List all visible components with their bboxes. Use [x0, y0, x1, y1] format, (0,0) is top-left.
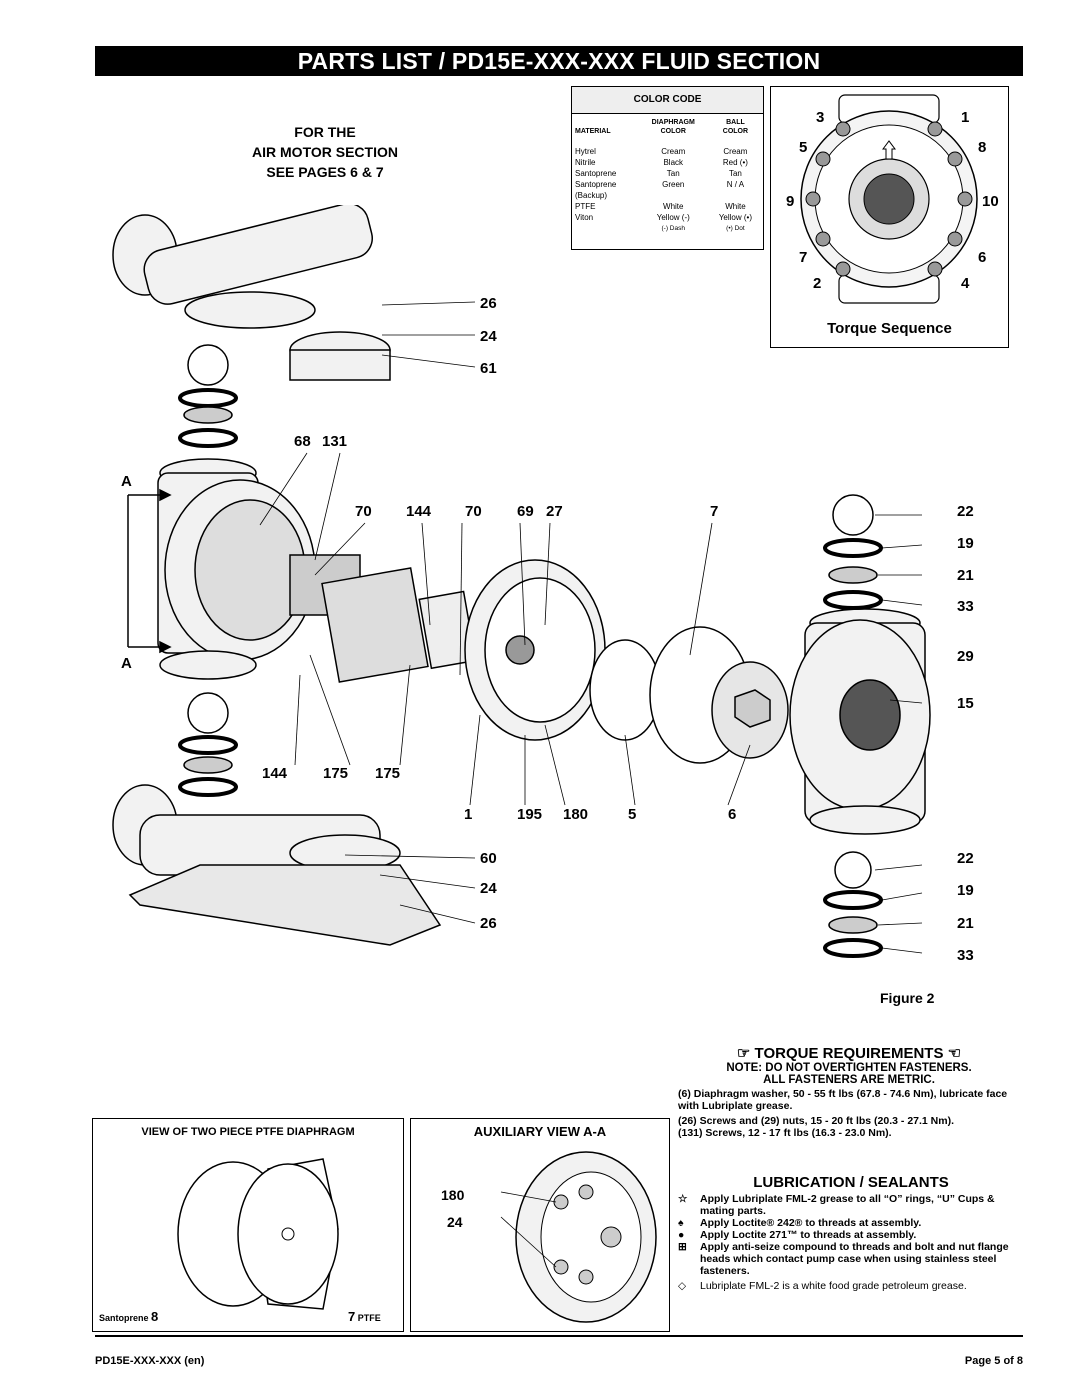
- callout-24b: 24: [480, 880, 497, 897]
- callout-21a: 21: [957, 567, 974, 584]
- seq-4: 4: [961, 275, 970, 292]
- table-row: [572, 190, 763, 201]
- callout-175a: 175: [323, 765, 349, 782]
- lube-item-4: [678, 1241, 1024, 1277]
- callout-7: 7: [710, 503, 719, 520]
- aux-view-drawing: [491, 1147, 661, 1327]
- air-motor-line-2: AIR MOTOR SECTION: [252, 144, 398, 160]
- callout-21b: 21: [957, 915, 974, 932]
- callout-1: 1: [464, 806, 473, 823]
- col-material: MATERIAL: [575, 128, 611, 135]
- cell: Yellow (-): [656, 213, 690, 222]
- callout-29: 29: [957, 648, 974, 665]
- callout-26b: 26: [480, 915, 497, 932]
- table-row: [572, 179, 763, 190]
- grid-icon: ⊞: [678, 1241, 687, 1253]
- cell: Tan: [728, 169, 742, 178]
- seq-1: 1: [961, 109, 970, 126]
- cell: [639, 190, 708, 201]
- lubrication-heading: LUBRICATION / SEALANTS: [753, 1174, 949, 1191]
- col-diaphragm: [639, 118, 708, 136]
- callout-33b: 33: [957, 947, 974, 964]
- seq-5: 5: [799, 139, 808, 156]
- callout-19b: 19: [957, 882, 974, 899]
- lubrication-sealants: [678, 1174, 1024, 1292]
- lube-item-5: [678, 1280, 1024, 1292]
- cell: Red (•): [722, 158, 748, 167]
- callout-180: 180: [563, 806, 589, 823]
- cell: Nitrile: [575, 158, 596, 167]
- callout-175b: 175: [375, 765, 401, 782]
- air-motor-line-3: SEE PAGES 6 & 7: [266, 164, 384, 180]
- cell: Santoprene: [575, 169, 617, 178]
- callout-27: 27: [546, 503, 563, 520]
- lube-item-2-text: Apply Loctite® 242® to threads at assembly.: [700, 1217, 922, 1229]
- cell: White: [663, 202, 684, 211]
- callout-68: 68: [294, 433, 311, 450]
- torque-requirements: [678, 1044, 1020, 1139]
- torque-note-1: NOTE: DO NOT OVERTIGHTEN FASTENERS.: [726, 1062, 972, 1074]
- section-a-bottom: A: [121, 655, 132, 672]
- section-a-top: A: [121, 473, 132, 490]
- santoprene-label: [99, 1309, 158, 1324]
- callout-6: 6: [728, 806, 737, 823]
- torque-sequence-label: Torque Sequence: [827, 320, 952, 337]
- torque-item-2: (26) Screws and (29) nuts, 15 - 20 ft lbs (20.3 - 27.1 Nm).: [678, 1115, 955, 1127]
- cell: Cream: [661, 147, 686, 156]
- torque-req-heading-text: TORQUE REQUIREMENTS: [754, 1045, 944, 1062]
- col-ball-l1: BALL: [726, 119, 745, 126]
- footer-right: Page 5 of 8: [964, 1355, 1023, 1367]
- cell: Yellow (•): [718, 213, 753, 222]
- cell: Hytrel: [575, 147, 596, 156]
- callout-33a: 33: [957, 598, 974, 615]
- seq-6: 6: [978, 249, 987, 266]
- exploded-pump-drawing: [100, 205, 980, 1005]
- spade-icon: ♠: [678, 1217, 684, 1229]
- lube-item-3-text: Apply Loctite 271™ to threads at assembly.: [700, 1229, 917, 1241]
- cell: N / A: [726, 180, 745, 189]
- ptfe-diaphragm-drawing: [173, 1149, 343, 1319]
- seq-7: 7: [799, 249, 808, 266]
- torque-note-2: ALL FASTENERS ARE METRIC.: [763, 1074, 935, 1086]
- air-motor-line-1: FOR THE: [294, 124, 356, 140]
- legend-dash: (-) Dash: [661, 225, 685, 232]
- figure-label: Figure 2: [880, 990, 935, 1006]
- callout-26: 26: [480, 295, 497, 312]
- santoprene-text: Santoprene: [99, 1313, 149, 1323]
- lube-item-5-text: Lubriplate FML-2 is a white food grade petroleum grease.: [700, 1280, 967, 1292]
- callout-70a: 70: [355, 503, 372, 520]
- cell: Green: [662, 180, 685, 189]
- callout-70b: 70: [465, 503, 482, 520]
- table-row: [572, 157, 763, 168]
- callout-60: 60: [480, 850, 497, 867]
- ptfe-diaphragm-view: [92, 1118, 404, 1332]
- callout-24: 24: [480, 328, 497, 345]
- footer-rule: [95, 1335, 1023, 1337]
- cell: PTFE: [575, 202, 596, 211]
- lube-item-2: [678, 1217, 1024, 1229]
- callout-144b: 144: [262, 765, 288, 782]
- torque-item-1: (6) Diaphragm washer, 50 - 55 ft lbs (67.8 - 74.6 Nm), lubricate face with Lubriplate grease.: [678, 1088, 1008, 1112]
- cell: [708, 190, 763, 201]
- santoprene-num: 8: [151, 1309, 159, 1324]
- callout-195: 195: [517, 806, 543, 823]
- callout-19a: 19: [957, 535, 974, 552]
- air-motor-note: [240, 122, 410, 182]
- callout-22a: 22: [957, 503, 974, 520]
- callout-22b: 22: [957, 850, 974, 867]
- legend-dot: (•) Dot: [726, 225, 745, 232]
- callout-69: 69: [517, 503, 534, 520]
- torque-req-heading: ☞ TORQUE REQUIREMENTS ☜: [736, 1045, 962, 1062]
- table-row: [572, 168, 763, 179]
- table-row: [572, 146, 763, 157]
- color-code-heading: COLOR CODE: [572, 87, 763, 114]
- seq-2: 2: [813, 275, 822, 292]
- cell: Tan: [666, 169, 680, 178]
- diamond-icon: ◇: [678, 1280, 687, 1292]
- callout-131: 131: [322, 433, 348, 450]
- lube-item-1-text: Apply Lubriplate FML-2 grease to all “O” rings, “U” Cups & mating parts.: [700, 1193, 995, 1217]
- col-diaphragm-l2: COLOR: [660, 128, 686, 135]
- page-title: PARTS LIST / PD15E-XXX-XXX FLUID SECTION: [95, 46, 1023, 76]
- cell: Cream: [723, 147, 748, 156]
- ptfe-num: 7: [348, 1309, 356, 1324]
- cell: White: [725, 202, 746, 211]
- torque-item-3: (131) Screws, 12 - 17 ft lbs (16.3 - 23.0 Nm).: [678, 1127, 892, 1139]
- cell: Santoprene: [575, 180, 617, 189]
- circle-icon: ●: [678, 1229, 685, 1241]
- seq-8: 8: [978, 139, 987, 156]
- ptfe-label: [348, 1309, 381, 1324]
- footer-left: PD15E-XXX-XXX (en): [95, 1355, 205, 1367]
- seq-3: 3: [816, 109, 825, 126]
- cell: Black: [663, 158, 684, 167]
- col-diaphragm-l1: DIAPHRAGM: [651, 119, 695, 126]
- callout-15: 15: [957, 695, 974, 712]
- callout-61: 61: [480, 360, 497, 377]
- cell: Viton: [575, 213, 594, 222]
- lube-item-4-text: Apply anti-seize compound to threads and bolt and nut flange heads which contact pump case when using stainless steel fasteners.: [700, 1241, 1009, 1277]
- aux-view-heading: AUXILIARY VIEW A-A: [473, 1124, 607, 1139]
- callout-144a: 144: [406, 503, 432, 520]
- aux-callout-180: 180: [441, 1187, 465, 1203]
- col-ball: [708, 118, 763, 136]
- lube-item-3: [678, 1229, 1024, 1241]
- col-ball-l2: COLOR: [722, 128, 749, 135]
- cell: (Backup): [575, 191, 608, 200]
- aux-callout-24: 24: [447, 1214, 463, 1230]
- ptfe-text: PTFE: [357, 1313, 381, 1323]
- callout-5: 5: [628, 806, 637, 823]
- seq-9: 9: [786, 193, 795, 210]
- seq-10: 10: [982, 193, 999, 210]
- ptfe-view-heading: VIEW OF TWO PIECE PTFE DIAPHRAGM: [141, 1126, 355, 1138]
- star-icon: ☆: [678, 1193, 688, 1205]
- lube-item-1: [678, 1193, 1024, 1217]
- auxiliary-view: [410, 1118, 670, 1332]
